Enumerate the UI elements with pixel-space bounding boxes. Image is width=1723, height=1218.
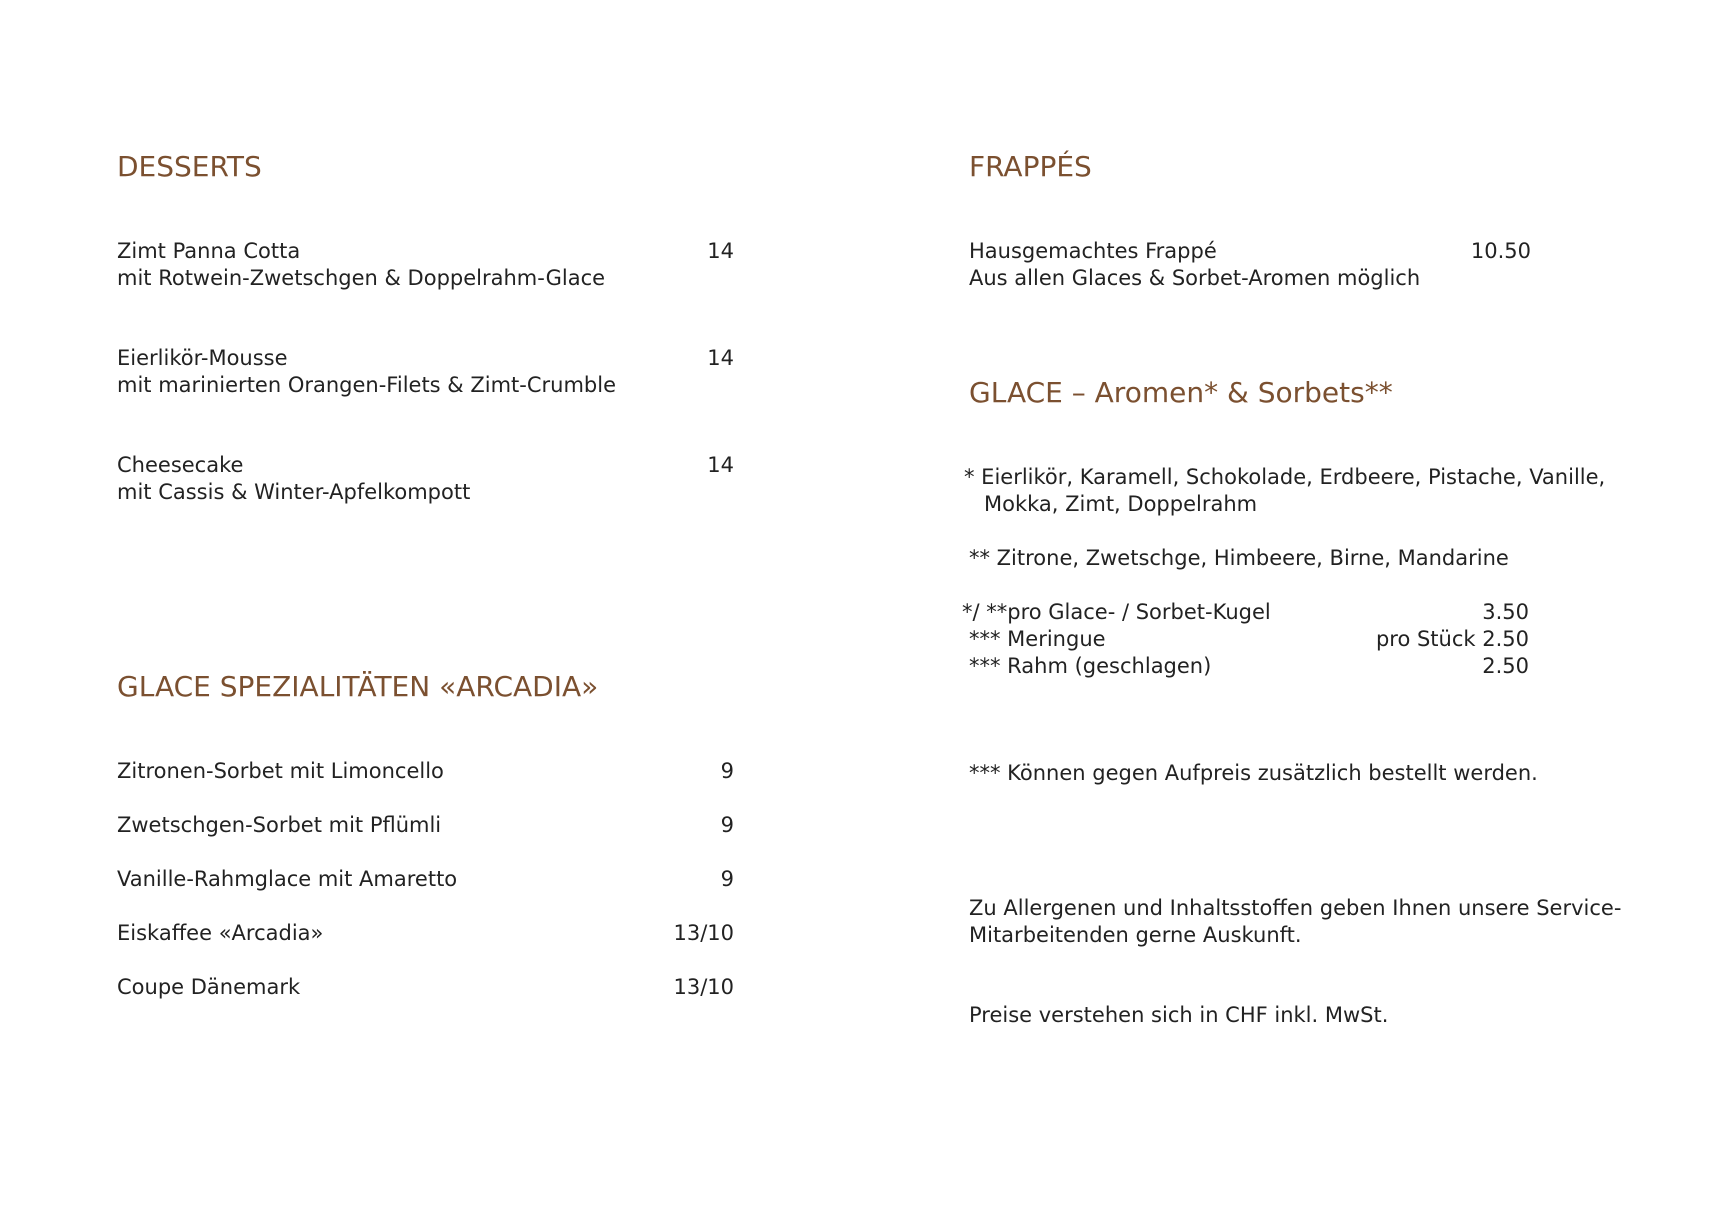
price-note: Preise verstehen sich in CHF inkl. MwSt. [969,1003,1389,1027]
specialty-name: Vanille-Rahmglace mit Amaretto [117,867,458,891]
specialty-price: 9 [720,759,734,783]
specialty-name: Zitronen-Sorbet mit Limoncello [117,759,444,783]
dessert-name: Cheesecake [117,453,244,477]
dessert-desc: mit Rotwein-Zwetschgen & Doppelrahm-Glace [117,266,606,290]
specialty-name: Zwetschgen-Sorbet mit Pflümli [117,813,442,837]
glace-price-label: */ **pro Glace- / Sorbet-Kugel [962,600,1271,624]
extra-order-note: *** Können gegen Aufpreis zusätzlich bestellt werden. [969,761,1538,785]
aromen-list-line1: * Eierlikör, Karamell, Schokolade, Erdbeere, Pistache, Vanille, [964,465,1606,489]
rahm-label: *** Rahm (geschlagen) [969,654,1212,678]
dessert-desc: mit marinierten Orangen-Filets & Zimt-Crumble [117,373,616,397]
desserts-heading: DESSERTS [117,150,262,183]
glace-price-value: 3.50 [1482,600,1529,624]
dessert-price: 14 [707,239,734,263]
dessert-desc: mit Cassis & Winter-Apfelkompott [117,480,471,504]
glace-heading: GLACE – Aromen* & Sorbets** [969,376,1393,409]
rahm-price: 2.50 [1482,654,1529,678]
dessert-price: 14 [707,346,734,370]
aromen-list-line2: Mokka, Zimt, Doppelrahm [984,492,1258,516]
specialty-price: 9 [720,813,734,837]
frappe-price: 10.50 [1470,239,1531,263]
meringue-label: *** Meringue [969,627,1106,651]
frappes-heading: FRAPPÉS [969,150,1092,183]
specialty-name: Eiskaffee «Arcadia» [117,921,324,945]
frappe-name: Hausgemachtes Frappé [969,239,1217,263]
specialty-price: 9 [720,867,734,891]
specialty-name: Coupe Dänemark [117,975,301,999]
allergen-note-line1: Zu Allergenen und Inhaltsstoffen geben Ihnen unsere Service- [969,896,1622,920]
frappe-desc: Aus allen Glaces & Sorbet-Aromen möglich [969,266,1421,290]
dessert-name: Eierlikör-Mousse [117,346,288,370]
allergen-note-line2: Mitarbeitenden gerne Auskunft. [969,923,1302,947]
dessert-price: 14 [707,453,734,477]
meringue-price: pro Stück 2.50 [1375,627,1529,651]
sorbets-list: ** Zitrone, Zwetschge, Himbeere, Birne, Mandarine [969,546,1509,570]
specialty-price: 13/10 [673,921,734,945]
dessert-name: Zimt Panna Cotta [117,239,301,263]
specialty-price: 13/10 [673,975,734,999]
specialties-heading: GLACE SPEZIALITÄTEN «ARCADIA» [117,670,599,703]
